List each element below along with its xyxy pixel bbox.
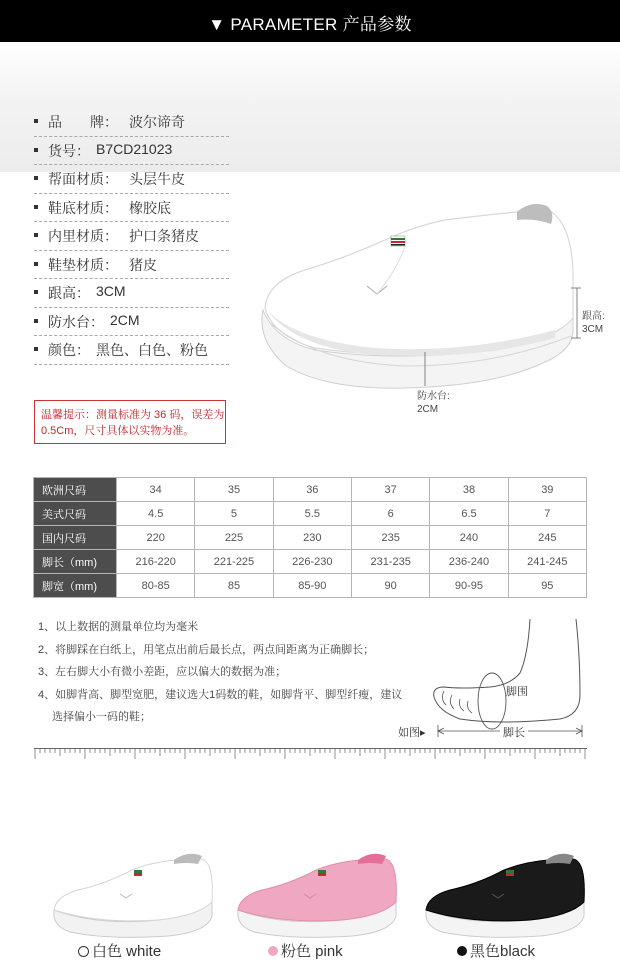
row-header: 脚宽（mm) [34,574,117,598]
table-cell: 37 [351,478,429,502]
table-cell: 80-85 [117,574,195,598]
table-row [34,526,587,550]
param-row-sole [34,194,229,223]
param-value: 头层牛皮 [129,171,185,187]
note-line: 1、以上数据的测量单位均为毫米 [38,621,199,633]
bullet-square [34,290,38,294]
param-value: 黑色、白色、粉色 [96,342,208,358]
table-cell: 36 [273,478,351,502]
bullet-square [34,205,38,209]
table-cell: 220 [117,526,195,550]
table-cell: 6 [351,502,429,526]
row-header: 脚长（mm) [34,550,117,574]
table-cell: 245 [508,526,586,550]
black-dot-icon [457,946,467,956]
heel-height-label: 跟高: 3CM [582,311,605,335]
girth-label: 脚围 [506,686,528,698]
row-header: 美式尺码 [34,502,117,526]
param-value: 波尔谛奇 [129,114,185,130]
header-title: ▼ PARAMETER 产品参数 [208,15,412,34]
table-cell: 236-240 [430,550,508,574]
param-label: 货号： [48,142,90,159]
variant-label-black: 黑色black [457,940,535,961]
param-label: 品 牌： [48,114,118,130]
table-cell: 5.5 [273,502,351,526]
table-cell: 241-245 [508,550,586,574]
table-cell: 5 [195,502,273,526]
table-cell: 34 [117,478,195,502]
param-value: 猪皮 [129,256,157,273]
bullet-square [34,148,38,152]
table-cell: 90-95 [430,574,508,598]
foot-length-label: 脚长 [500,724,528,740]
shoe-variant-black [420,840,590,940]
table-cell: 4.5 [117,502,195,526]
bullet-square [34,347,38,351]
table-cell: 231-235 [351,550,429,574]
shoe-variant-white [48,840,218,940]
note-line: 4、如脚背高、脚型宽肥，建议选大1码数的鞋，如脚背平、脚型纤瘦，建议 [38,688,403,701]
table-cell: 240 [430,526,508,550]
bullet-square [34,262,38,266]
platform-height-label: 防水台: 2CM [417,391,450,415]
table-cell: 85 [195,574,273,598]
param-label: 跟高： [48,285,90,301]
table-cell: 38 [430,478,508,502]
size-table [33,477,587,598]
note-line: 选择偏小一码的鞋； [52,711,151,723]
table-row [34,550,587,574]
table-row [34,478,587,502]
shoe-main-image [255,190,585,400]
table-cell: 235 [351,526,429,550]
row-header: 国内尺码 [34,526,117,550]
table-cell: 95 [508,574,586,598]
param-row-brand [34,108,229,137]
note-line: 2、将脚踩在白纸上，用笔点出前后最长点，两点间距离为正确脚长； [38,643,375,656]
param-row-lining [34,222,229,251]
param-row-platform [34,308,229,337]
table-cell: 225 [195,526,273,550]
param-label: 防水台： [48,313,104,330]
table-row [34,574,587,598]
note-line: 3、左右脚大小有微小差距，应以偏大的数据为准； [38,666,287,678]
as-shown-label: 如图▸ [398,727,426,739]
param-label: 鞋垫材质： [48,256,118,273]
white-dot-icon [78,946,89,957]
bullet-square [34,319,38,323]
table-row [34,502,587,526]
ruler-decoration [34,748,587,760]
table-cell: 35 [195,478,273,502]
param-value: 3CM [96,283,126,299]
bullet-square [34,233,38,237]
param-row-heel [34,279,229,308]
table-cell: 90 [351,574,429,598]
table-cell: 85-90 [273,574,351,598]
bullet-square [34,176,38,180]
table-cell: 216-220 [117,550,195,574]
row-header: 欧洲尺码 [34,478,117,502]
param-row-item-number [34,137,229,166]
table-cell: 221-225 [195,550,273,574]
tip-text: 温馨提示：测量标准为 36 码，误差为 0.5Cm，尺寸具体以实物为准。 [41,409,225,437]
table-cell: 6.5 [430,502,508,526]
param-value: B7CD21023 [96,140,173,157]
measurement-notes [38,616,438,729]
param-row-upper [34,165,229,194]
table-cell: 39 [508,478,586,502]
param-row-insole [34,251,229,280]
shoe-variant-pink [232,840,402,940]
param-label: 鞋底材质： [48,199,118,216]
variant-label-pink: 粉色 pink [268,940,343,961]
param-label: 内里材质： [48,228,118,244]
param-value: 护口条猪皮 [129,228,199,244]
variant-label-white: 白色 white [78,940,161,961]
table-cell: 226-230 [273,550,351,574]
param-row-color [34,336,229,365]
table-cell: 7 [508,502,586,526]
param-label: 颜色： [48,342,90,358]
parameter-list [34,108,229,365]
bullet-square [34,119,38,123]
param-value: 2CM [110,311,140,328]
pink-dot-icon [268,946,278,956]
param-value: 橡胶底 [129,199,171,216]
table-cell: 230 [273,526,351,550]
param-label: 帮面材质： [48,171,118,187]
